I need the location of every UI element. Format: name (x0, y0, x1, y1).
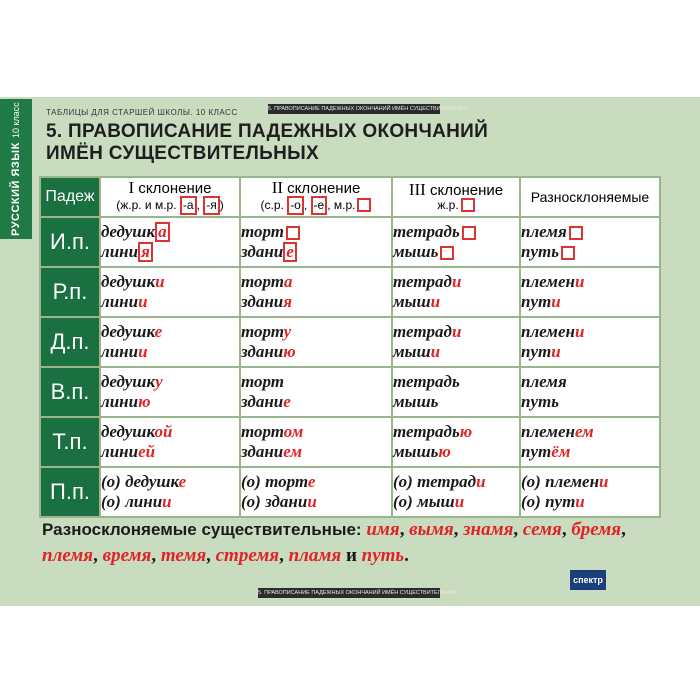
word-form (101, 392, 239, 412)
word-stem: (о) лини (101, 492, 163, 511)
word-stem: тетрадь (393, 422, 460, 441)
word-stem: торт (241, 322, 284, 341)
table-row (40, 467, 660, 517)
irregular-noun: темя (160, 545, 207, 566)
zero-ending-box (569, 226, 583, 240)
word-stem: тетрад (393, 322, 452, 341)
word-ending: и (162, 492, 172, 511)
word-form (241, 392, 391, 412)
table-cell (392, 417, 520, 467)
word-stem: лини (101, 392, 139, 411)
page-title (46, 121, 488, 165)
publisher-logo: спектр (570, 570, 606, 590)
word-ending: и (451, 322, 462, 341)
title-line-1: 5. ПРАВОПИСАНИЕ ПАДЕЖНЫХ ОКОНЧАНИЙ (46, 121, 489, 142)
word-form (241, 442, 391, 462)
table-cell (100, 417, 240, 467)
zero-ending-box (462, 226, 476, 240)
case-label: Д.п. (40, 317, 100, 367)
word-ending: ю (459, 422, 473, 441)
table-cell (392, 467, 520, 517)
table-row (40, 367, 660, 417)
ending-box: -о (287, 196, 304, 215)
word-stem: дедушк (101, 322, 155, 341)
table-row (40, 267, 660, 317)
word-form (521, 492, 659, 512)
word-ending: и (575, 492, 585, 511)
word-stem: дедушк (101, 422, 155, 441)
table-cell (240, 467, 392, 517)
word-stem: мышь (393, 442, 439, 461)
table-row (40, 217, 660, 267)
word-stem: (о) дедушк (101, 472, 179, 491)
word-ending: ём (551, 442, 571, 461)
ending-box: -а (180, 196, 197, 215)
word-form (393, 342, 519, 362)
word-form (101, 472, 239, 492)
word-form (101, 422, 239, 442)
word-stem: лини (101, 442, 139, 461)
word-form (521, 472, 659, 492)
word-form (521, 292, 659, 312)
word-ending: и (599, 472, 609, 491)
word-ending: ем (283, 442, 303, 461)
word-form (521, 442, 659, 462)
word-ending: е (307, 472, 316, 491)
word-ending: и (430, 342, 441, 361)
word-form (521, 392, 659, 412)
word-form (241, 372, 391, 392)
word-stem: здани (241, 342, 284, 361)
word-form (521, 342, 659, 362)
word-stem: торт (241, 222, 284, 241)
word-form (521, 272, 659, 292)
word-stem: торт (241, 372, 284, 391)
table-cell (520, 467, 660, 517)
table-cell (100, 467, 240, 517)
word-form (101, 492, 239, 512)
period: . (404, 545, 409, 566)
word-stem: мыш (393, 342, 431, 361)
table-cell (100, 367, 240, 417)
series-label: ТАБЛИЦЫ ДЛЯ СТАРШЕЙ ШКОЛЫ. 10 КЛАСС (46, 108, 238, 117)
word-form (241, 472, 391, 492)
irregular-nouns-note: Разносклоняемые существительные: имя, вымя, знамя, семя, бремя, племя, время, темя, стремя, пламя и путь. (42, 519, 626, 566)
word-stem: дедушк (101, 372, 156, 391)
word-form (393, 372, 519, 392)
word-stem: мышь (393, 392, 439, 411)
word-ending: и (451, 272, 462, 291)
irregular-noun: стремя (215, 545, 280, 566)
word-form (393, 272, 519, 292)
table-cell (520, 417, 660, 467)
word-form (241, 242, 391, 262)
word-ending: и (138, 292, 148, 311)
word-ending: ом (283, 422, 304, 441)
word-ending: у (283, 322, 292, 341)
zero-ending-box (357, 198, 371, 212)
col-header-4: Разносклоняемые (520, 177, 660, 217)
table-cell (240, 417, 392, 467)
word-form (241, 322, 391, 342)
top-strip: 5. ПРАВОПИСАНИЕ ПАДЕЖНЫХ ОКОНЧАНИЙ ИМЁН СУЩЕСТВИТЕЛЬНЫХ (268, 106, 468, 112)
word-ending: е (283, 392, 291, 411)
word-form (101, 292, 239, 312)
table-cell (520, 217, 660, 267)
word-form (101, 322, 239, 342)
word-form (101, 342, 239, 362)
title-line-2: ИМЁН СУЩЕСТВИТЕЛЬНЫХ (46, 143, 320, 164)
word-stem: торт (241, 272, 284, 291)
word-stem: лини (101, 342, 139, 361)
word-stem: племя (521, 222, 567, 241)
bottom-strip: 5. ПРАВОПИСАНИЕ ПАДЕЖНЫХ ОКОНЧАНИЙ ИМЁН СУЩЕСТВИТЕЛЬНЫХ (258, 590, 458, 596)
word-form (241, 292, 391, 312)
word-stem: (о) пут (521, 492, 576, 511)
irregular-noun: время (102, 545, 152, 566)
word-stem: племя (521, 372, 567, 391)
ending-box: -е (311, 196, 328, 215)
word-ending: ю (138, 392, 151, 411)
case-label: Р.п. (40, 267, 100, 317)
word-stem: племен (521, 322, 575, 341)
irregular-noun: вымя (409, 519, 454, 540)
word-ending: е (178, 472, 187, 491)
word-ending: я (138, 242, 153, 262)
word-form (521, 322, 659, 342)
corner-header: Падеж (40, 177, 100, 217)
word-stem: тетрадь (393, 372, 460, 391)
word-form (241, 422, 391, 442)
word-ending: и (476, 472, 486, 491)
word-stem: (о) племен (521, 472, 600, 491)
word-ending: у (155, 372, 163, 391)
word-ending: и (551, 292, 561, 311)
table-cell (520, 267, 660, 317)
word-stem: (о) тетрад (393, 472, 477, 491)
col-header-3: III склонение ж.р. (392, 177, 520, 217)
word-stem: торт (241, 422, 284, 441)
word-ending: а (284, 272, 293, 291)
table-cell (392, 217, 520, 267)
case-label: И.п. (40, 217, 100, 267)
irregular-noun: имя (366, 519, 400, 540)
word-stem: пут (521, 292, 552, 311)
irregular-noun: семя (522, 519, 562, 540)
word-stem: тетрадь (393, 222, 460, 241)
word-form (393, 322, 519, 342)
word-form (393, 492, 519, 512)
word-stem: здани (241, 242, 284, 261)
irregular-noun: бремя (571, 519, 622, 540)
irregular-noun: путь (361, 545, 405, 566)
word-ending: и (138, 342, 148, 361)
word-ending: а (155, 222, 170, 242)
word-form (241, 272, 391, 292)
word-ending: ем (574, 422, 594, 441)
table-cell (240, 317, 392, 367)
word-form (101, 442, 239, 462)
word-stem: племен (521, 272, 575, 291)
word-ending: ю (283, 342, 296, 361)
word-form (521, 222, 659, 242)
table-cell (240, 367, 392, 417)
side-tab-subject: РУССКИЙ ЯЗЫК (10, 142, 22, 236)
word-stem: здани (241, 392, 284, 411)
word-form (241, 222, 391, 242)
table-cell (100, 217, 240, 267)
table-cell (240, 217, 392, 267)
irregular-noun: знамя (463, 519, 514, 540)
word-stem: лини (101, 242, 139, 261)
case-label: В.п. (40, 367, 100, 417)
word-stem: пут (521, 342, 552, 361)
table-cell (100, 267, 240, 317)
table-row (40, 417, 660, 467)
zero-ending-box (561, 246, 575, 260)
word-stem: пут (521, 442, 552, 461)
word-stem: лини (101, 292, 139, 311)
col-header-1: I склонение (ж.р. и м.р. -а , -я ) (100, 177, 240, 217)
case-label: Т.п. (40, 417, 100, 467)
word-ending: и (155, 272, 165, 291)
ending-box: -я (203, 196, 220, 215)
word-form (393, 242, 519, 262)
word-ending: и (307, 492, 317, 511)
word-ending: е (154, 322, 163, 341)
word-form (393, 442, 519, 462)
word-ending: и (574, 322, 585, 341)
irregular-noun: племя (42, 545, 94, 566)
word-form (241, 492, 391, 512)
table-cell (100, 317, 240, 367)
irregular-noun: пламя (288, 545, 342, 566)
word-ending: и (430, 292, 441, 311)
word-ending: ей (138, 442, 156, 461)
word-stem: тетрад (393, 272, 452, 291)
word-stem: мыш (393, 292, 431, 311)
word-form (101, 222, 239, 242)
table-cell (240, 267, 392, 317)
word-stem: мышь (393, 242, 439, 261)
col-header-2: II склонение (с.р. -о , -е , м.р. (240, 177, 392, 217)
word-stem: (о) мыш (393, 492, 455, 511)
word-form (393, 292, 519, 312)
word-form (393, 422, 519, 442)
word-ending: ю (438, 442, 451, 461)
word-form (521, 242, 659, 262)
word-ending: е (283, 242, 297, 262)
word-ending: ой (154, 422, 173, 441)
word-form (393, 392, 519, 412)
word-form (393, 222, 519, 242)
case-label: П.п. (40, 467, 100, 517)
word-stem: здани (241, 442, 284, 461)
subject-side-tab (0, 99, 32, 239)
word-form (101, 372, 239, 392)
table-cell (392, 367, 520, 417)
table-cell (392, 267, 520, 317)
word-ending: и (574, 272, 585, 291)
word-form (521, 422, 659, 442)
zero-ending-box (461, 198, 475, 212)
word-form (101, 272, 239, 292)
declension-table (39, 176, 661, 518)
word-form (521, 372, 659, 392)
table-cell (520, 367, 660, 417)
zero-ending-box (440, 246, 454, 260)
word-ending: и (454, 492, 465, 511)
word-form (101, 242, 239, 262)
word-stem: здани (241, 292, 284, 311)
word-stem: племен (521, 422, 575, 441)
zero-ending-box (286, 226, 300, 240)
word-stem: (о) здани (241, 492, 308, 511)
word-stem: дедушк (101, 222, 156, 241)
word-stem: дедушк (101, 272, 156, 291)
note-label: Разносклоняемые существительные: (42, 520, 362, 539)
word-ending: я (283, 292, 292, 311)
table-row (40, 317, 660, 367)
word-stem: (о) торт (241, 472, 308, 491)
word-stem: путь (521, 392, 559, 411)
table-cell (392, 317, 520, 367)
word-stem: путь (521, 242, 559, 261)
word-ending: и (551, 342, 561, 361)
conjunction: и (345, 545, 357, 566)
word-form (393, 472, 519, 492)
table-cell (520, 317, 660, 367)
word-form (241, 342, 391, 362)
side-tab-grade: 10 класс (11, 102, 21, 139)
